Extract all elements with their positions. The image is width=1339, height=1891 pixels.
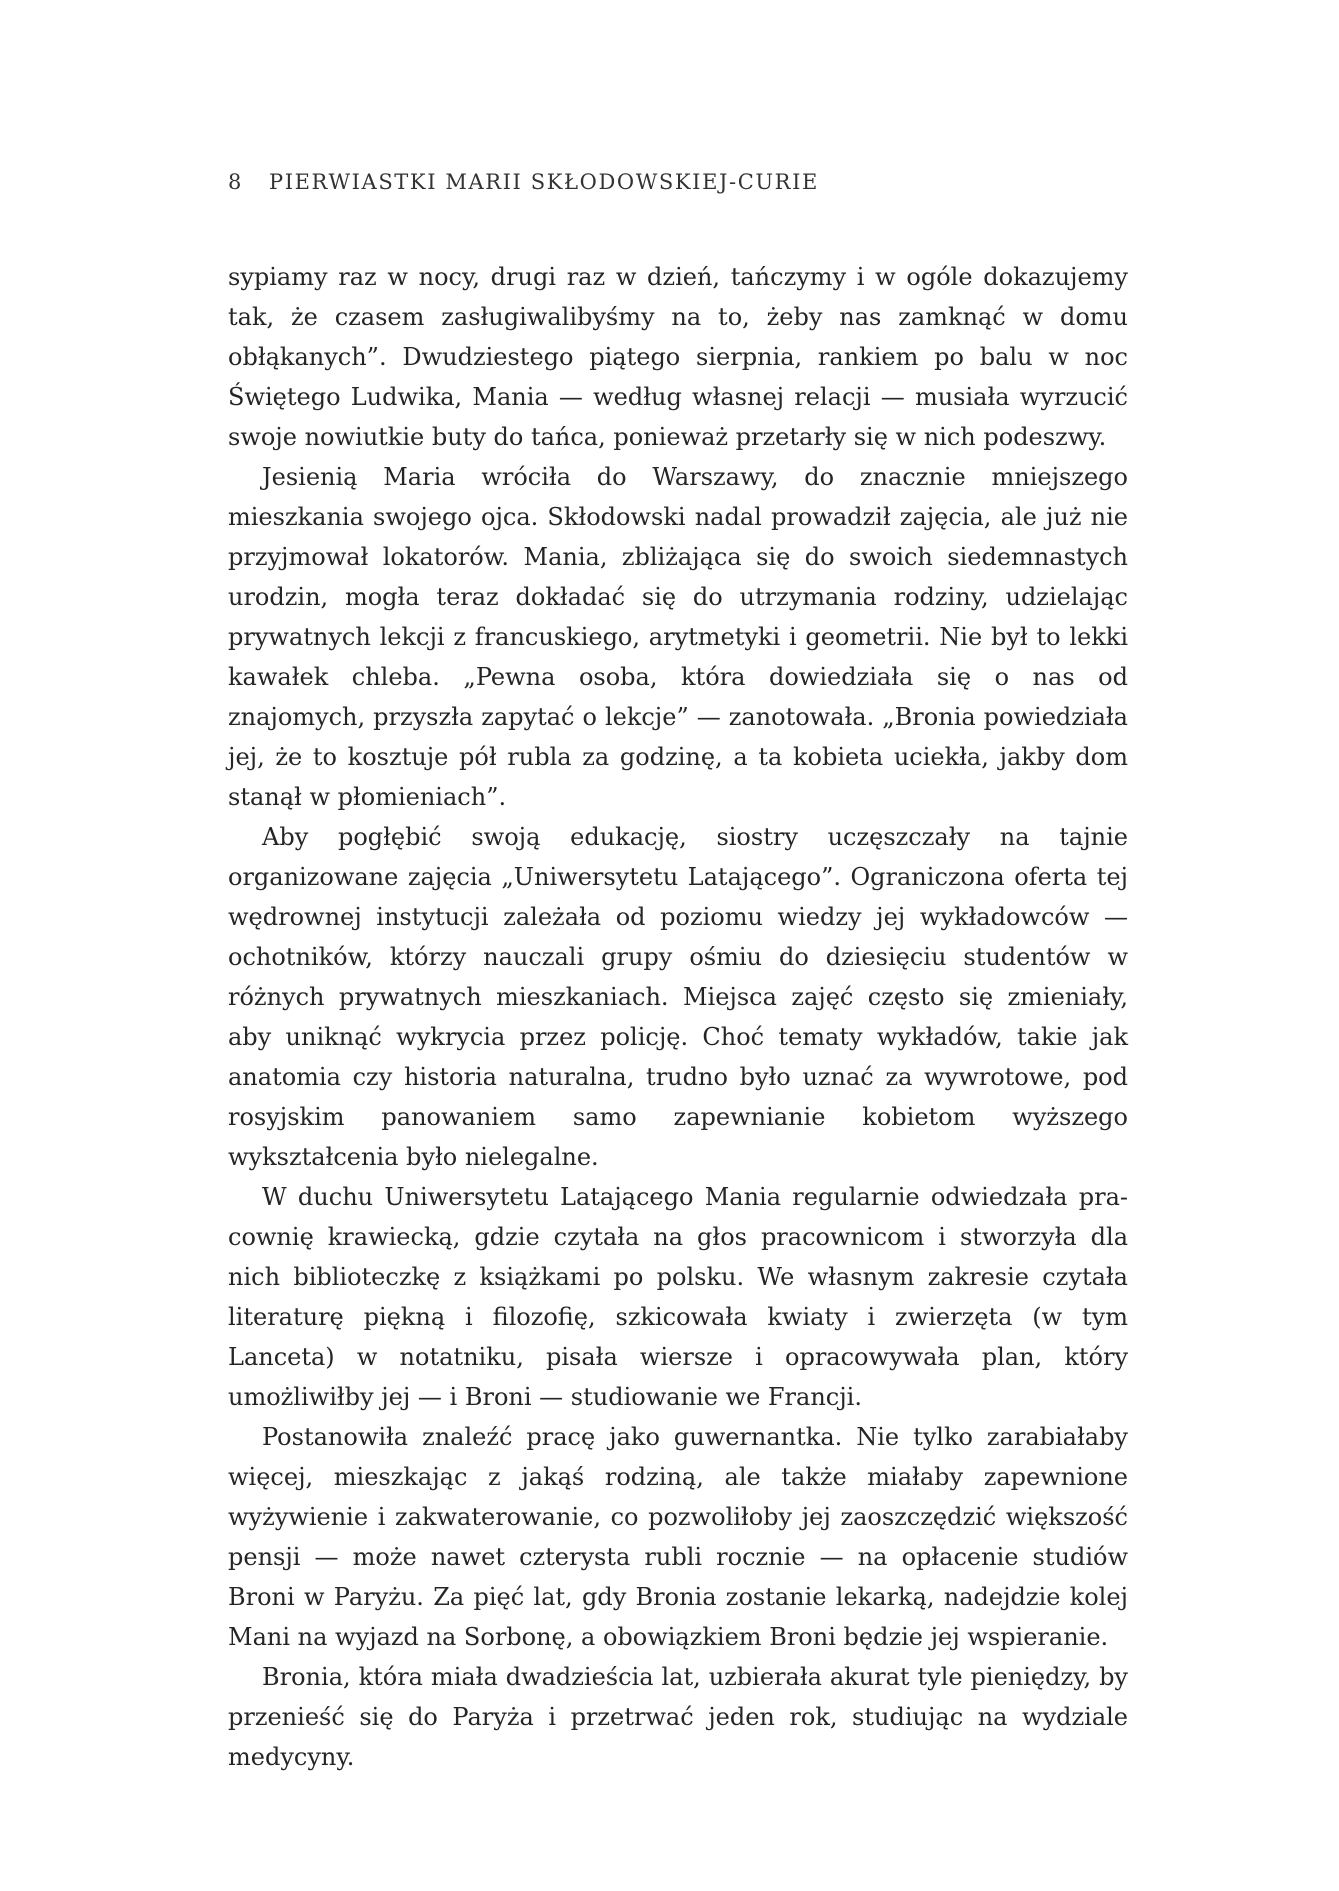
paragraph-5: Postanowiła znaleźć pracę jako guwernantka. Nie tylko zarabiałaby więcej, mieszkając z jakąś rodziną, ale także miałaby zapewnione wyżywienie i zakwaterowanie, co pozwoliłoby jej zaoszczędzić większość pensji — może nawet czterysta rubli rocznie — na opłacenie studiów Broni w Paryżu. Za pięć lat, gdy Bronia zostanie lekarką, nadejdzie kolej Mani na wyjazd na Sorbonę, a obowiązkiem Broni będzie jej wspieranie.	[228, 1423, 1128, 1651]
running-header	[228, 170, 1128, 194]
body-text	[228, 257, 1128, 1777]
paragraph-3: Aby pogłębić swoją edukację, siostry uczęszczały na tajnie organizowane zajęcia „Uniwersytetu Latającego”. Ograniczona oferta tej wędrownej instytucji zależała od poziomu wiedzy jej wykładowców — ochotników, którzy nauczali grupy ośmiu do dziesięciu studentów w różnych prywatnych mieszkaniach. Miejsca zajęć często się zmieniały, aby uniknąć wykrycia przez policję. Choć tematy wykładów, takie jak anatomia czy historia naturalna, trudno było uznać za wywrotowe, pod rosyjskim panowaniem samo zapewnianie kobietom wyższego wykształcenia było nielegalne.	[228, 823, 1128, 1171]
paragraph-1: sypiamy raz w nocy, drugi raz w dzień, tańczymy i w ogóle dokazujemy tak, że czasem zasługiwalibyśmy na to, żeby nas zamknąć w domu obłąkanych”. Dwudziestego piątego sierpnia, rankiem po balu w noc Świętego Ludwika, Mania — według własnej relacji — musiała wyrzucić swoje nowiutkie buty do tańca, ponieważ przetarły się w nich podeszwy.	[228, 263, 1128, 451]
paragraph-4: W duchu Uniwersytetu Latającego Mania regularnie odwiedzała pracownię krawiecką, gdzie czytała na głos pracownicom i stworzyła dla nich biblioteczkę z książkami po polsku. We własnym zakresie czytała literaturę piękną i filozofię, szkicowała kwiaty i zwierzęta (w tym Lanceta) w notatniku, pisała wiersze i opracowywała plan, który umożliwiłby jej — i Broni — studiowanie we Francji.	[228, 1183, 1128, 1411]
paragraph-2: Jesienią Maria wróciła do Warszawy, do znacznie mniejszego mieszkania swojego ojca. Skłodowski nadal prowadził zajęcia, ale już nie przyjmował lokatorów. Mania, zbliżająca się do swoich siedemnastych urodzin, mogła teraz dokładać się do utrzymania rodziny, udzielając prywatnych lekcji z francuskiego, arytmetyki i geometrii. Nie był to lekki kawałek chleba. „Pewna osoba, która dowiedziała się o nas od znajomych, przyszła zapytać o lekcje” — zanotowała. „Bronia powiedziała jej, że to kosztuje pół rubla za godzinę, a ta kobieta uciekła, jakby dom stanął w płomieniach”.	[228, 463, 1128, 811]
page-number: 8	[228, 170, 243, 194]
paragraph-6: Bronia, która miała dwadzieścia lat, uzbierała akurat tyle pieniędzy, by przenieść się do Paryża i przetrwać jeden rok, studiując na wydziale medycyny.	[228, 1663, 1128, 1771]
running-title: PIERWIASTKI MARII SKŁODOWSKIEJ-CURIE	[268, 170, 819, 194]
